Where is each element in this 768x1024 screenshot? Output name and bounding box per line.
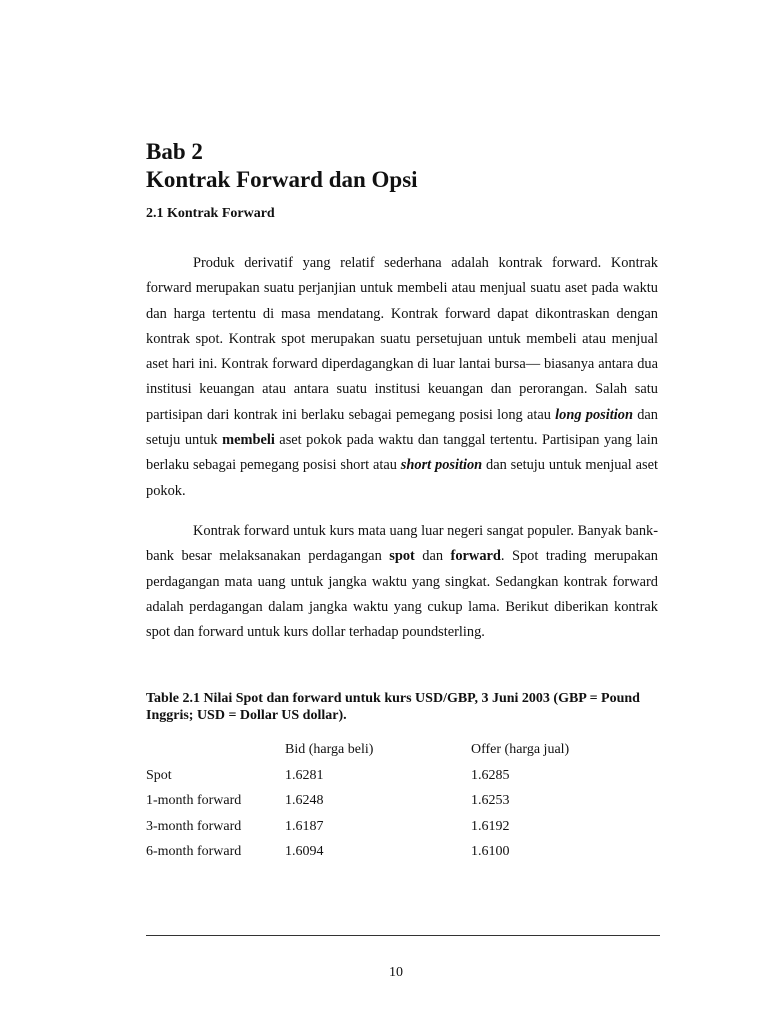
footer-divider [146, 935, 660, 936]
paragraph-forward-contract [146, 251, 658, 504]
chapter-title: Kontrak Forward dan Opsi [146, 167, 418, 192]
row-label: Spot [146, 767, 172, 783]
row-label: 3-month forward [146, 818, 242, 834]
paragraph-text: Produk derivatif yang relatif sederhana adalah kontrak forward. Kontrak forward merupakan suatu perjanjian untuk membeli atau menjual suatu aset pada waktu dan harga tertentu di masa mendatang. Kontrak forward dapat dikontraskan dengan kontrak spot. Kontrak spot merupakan suatu persetujuan untuk membeli atau menjual aset hari ini. Kontrak forward diperdagangkan di luar lantai bursa— biasanya antara dua institusi keuangan atau antara suatu institusi keuangan dan perorangan. Salah satu partisipan dari kontrak ini berlaku sebagai pemegang posisi long atau [146, 255, 658, 423]
table-row [146, 763, 658, 789]
paragraph-text: . Spot trading merupakan perdagangan mata uang untuk jangka waktu yang singkat. Sedangkan kontrak forward adalah perdagangan dalam jangka waktu yang cukup lama. Berikut diberikan kontrak spot dan forward untuk kurs dollar terhadap poundsterling. [146, 548, 658, 641]
table-row [146, 839, 658, 865]
table-row [146, 814, 658, 840]
emphasis-long-position: long position [555, 406, 633, 423]
table-caption: Table 2.1 Nilai Spot dan forward untuk kurs USD/GBP, 3 Juni 2003 (GBP = Pound Inggris; USD = Dollar US dollar). [146, 691, 640, 723]
bid-value: 1.6187 [285, 818, 324, 834]
chapter-number: Bab 2 [146, 139, 203, 164]
offer-value: 1.6285 [471, 767, 510, 783]
paragraph-text: aset pokok pada waktu dan tanggal tertentu. Partisipan yang lain berlaku sebagai pemegang posisi short atau [146, 432, 658, 474]
bid-value: 1.6248 [285, 793, 324, 808]
paragraph-text: Kontrak forward untuk kurs mata uang luar negeri sangat populer. Banyak bank-bank besar melaksanakan perdagangan [146, 523, 658, 565]
emphasis-forward: forward [450, 548, 501, 565]
emphasis-short-position: short position [400, 457, 483, 474]
section-heading: 2.1 Kontrak Forward [146, 206, 275, 221]
row-label: 1-month forward [146, 793, 242, 808]
paragraph-text: dan setuju untuk menjual aset pokok. [146, 457, 658, 499]
paragraph-currency-forward [146, 519, 658, 645]
emphasis-spot: spot [389, 548, 415, 565]
page-number: 10 [389, 965, 403, 980]
emphasis-membeli: membeli [222, 432, 275, 449]
offer-value: 1.6192 [471, 818, 510, 834]
bid-value: 1.6094 [285, 844, 324, 859]
row-label: 6-month forward [146, 844, 242, 859]
table-header-bid: Bid (harga beli) [285, 742, 374, 757]
table-row [146, 788, 658, 814]
offer-value: 1.6100 [471, 844, 510, 859]
paragraph-text: dan setuju untuk [146, 406, 658, 449]
table-header-offer: Offer (harga jual) [471, 742, 570, 757]
bid-value: 1.6281 [285, 767, 324, 783]
offer-value: 1.6253 [471, 793, 510, 808]
table-header-row [146, 737, 658, 763]
paragraph-text: dan [414, 548, 451, 565]
chapter-heading [146, 138, 418, 194]
exchange-rate-table [146, 737, 658, 865]
